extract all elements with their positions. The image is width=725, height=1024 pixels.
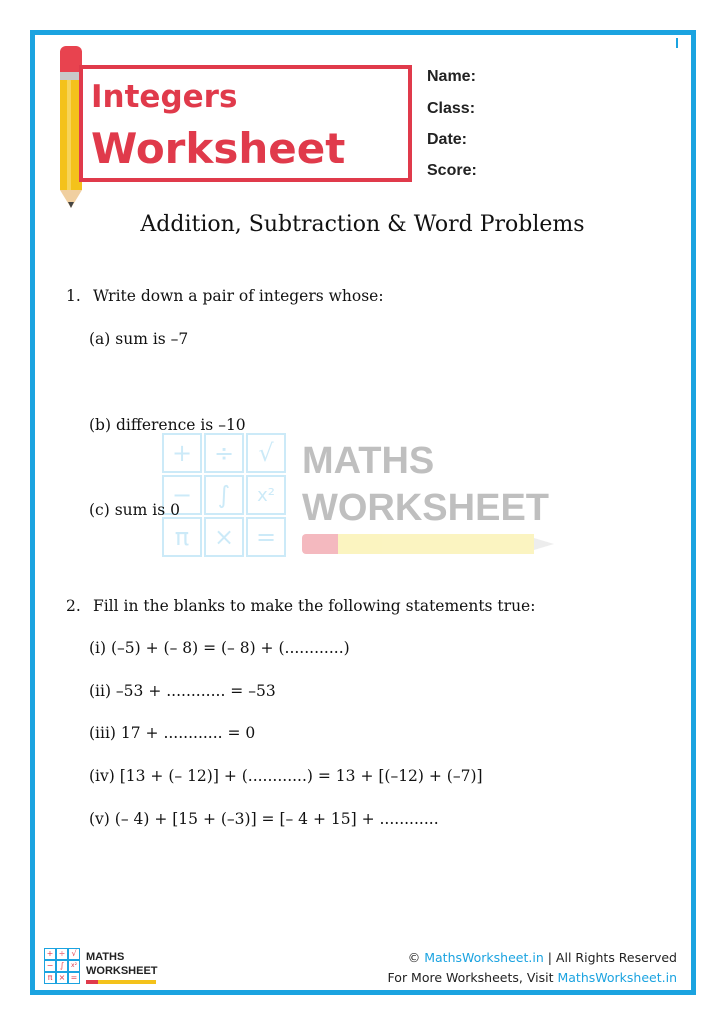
watermark-equals-icon: = <box>246 517 286 557</box>
footer-visit-text: For More Worksheets, Visit <box>387 970 554 985</box>
watermark-text-maths: MATHS <box>302 440 435 482</box>
question-1-part-b: (b) difference is –10 <box>89 416 246 434</box>
corner-mark <box>676 38 678 48</box>
footer-logo-pencil-bar <box>86 980 156 984</box>
date-field-label: Date: <box>427 131 468 148</box>
footer-logo-maths: MATHS <box>86 951 125 963</box>
question-2 <box>66 597 535 615</box>
watermark-times-icon: × <box>204 517 244 557</box>
question-1-prompt: Write down a pair of integers whose: <box>92 287 384 305</box>
title-line-1: Integers <box>91 79 238 115</box>
footer-copyright <box>408 950 677 965</box>
question-1-number: 1. <box>66 287 81 305</box>
copyright-symbol: © <box>407 950 421 965</box>
watermark-pencil-bar <box>302 534 534 554</box>
watermark-root-icon: √ <box>246 433 286 473</box>
footer-visit <box>388 970 677 985</box>
watermark-minus-icon: − <box>162 475 202 515</box>
watermark-pi-icon: π <box>162 517 202 557</box>
watermark-pencil-tip <box>534 538 554 550</box>
question-1 <box>66 287 384 305</box>
watermark-divide-icon: ÷ <box>204 433 244 473</box>
name-field-label: Name: <box>427 68 476 85</box>
watermark-integral-icon: ∫ <box>204 475 244 515</box>
logo-minus-icon: − <box>44 960 56 972</box>
footer-site-link[interactable]: MathsWorksheet.in <box>424 950 544 965</box>
footer-rights-text: | All Rights Reserved <box>547 950 677 965</box>
logo-divide-icon: ÷ <box>56 948 68 960</box>
logo-square-icon: x² <box>68 960 80 972</box>
watermark-text-worksheet: WORKSHEET <box>302 487 549 529</box>
worksheet-subtitle: Addition, Subtraction & Word Problems <box>140 212 585 237</box>
question-1-part-a: (a) sum is –7 <box>89 330 189 348</box>
title-line-2: Worksheet <box>91 124 346 173</box>
class-field-label: Class: <box>427 100 476 117</box>
question-2-part-iii: (iii) 17 + ............ = 0 <box>89 724 256 742</box>
logo-integral-icon: ∫ <box>56 960 68 972</box>
footer-logo-icon <box>44 948 81 985</box>
question-2-part-v: (v) (– 4) + [15 + (–3)] = [– 4 + 15] + ............ <box>89 810 439 828</box>
question-2-part-ii: (ii) –53 + ............ = –53 <box>89 682 276 700</box>
question-2-prompt: Fill in the blanks to make the following statements true: <box>92 597 536 615</box>
watermark-plus-icon: + <box>162 433 202 473</box>
logo-root-icon: √ <box>68 948 80 960</box>
logo-times-icon: × <box>56 972 68 984</box>
score-field-label: Score: <box>427 162 477 179</box>
watermark-symbol-grid <box>162 433 286 557</box>
worksheet-title-box <box>79 65 412 182</box>
question-2-number: 2. <box>66 597 81 615</box>
logo-pi-icon: π <box>44 972 56 984</box>
question-1-part-c: (c) sum is 0 <box>89 501 180 519</box>
question-2-part-iv: (iv) [13 + (– 12)] + (............) = 13 + [(–12) + (–7)] <box>89 767 483 785</box>
watermark-square-icon: x² <box>246 475 286 515</box>
logo-equals-icon: = <box>68 972 80 984</box>
footer-visit-link[interactable]: MathsWorksheet.in <box>557 970 677 985</box>
logo-plus-icon: + <box>44 948 56 960</box>
question-2-part-i: (i) (–5) + (– 8) = (– 8) + (............) <box>89 639 350 657</box>
footer-logo-worksheet: WORKSHEET <box>86 965 158 977</box>
